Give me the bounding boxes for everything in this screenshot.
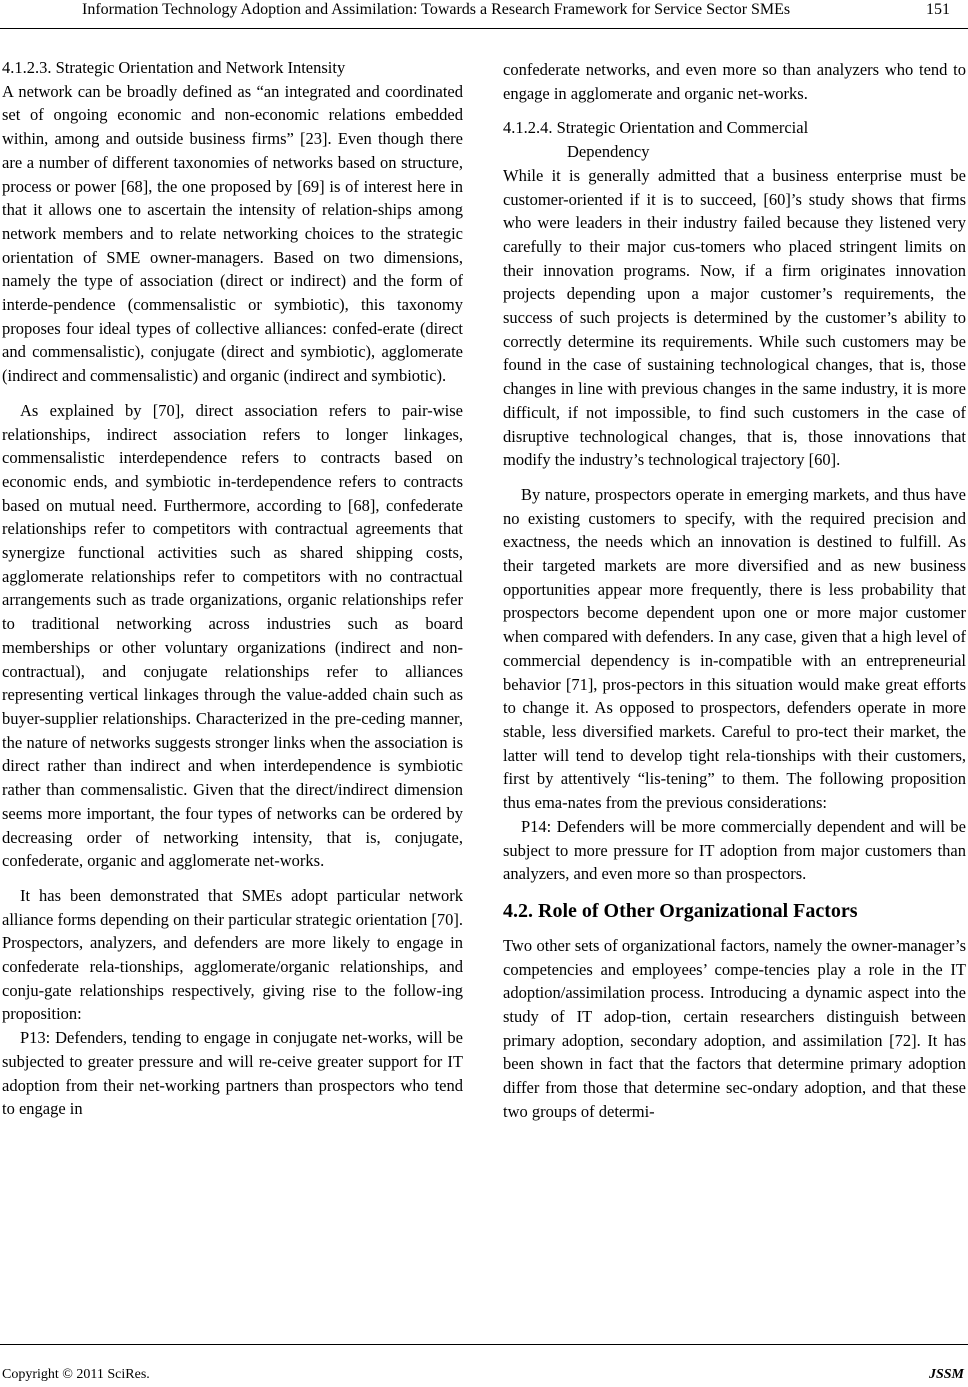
running-title: Information Technology Adoption and Assimilation: Towards a Research Framework for Service Sector SMEs <box>82 1 791 18</box>
right-column <box>503 58 966 1124</box>
paragraph: Two other sets of organizational factors, namely the owner-manager’s competencies and employees’ compe-tencies play a role in the IT adoption/assimilation process. Introducing a dynamic aspect into the study of IT adop-tion, certain researchers distinguish between primary adoption, secondary adoption, and assimilation [72]. It has been shown in fact that the factors that determine primary adoption differ from those that determine sec-ondary adoption, and that these two groups of determi- <box>503 935 966 1121</box>
page-footer <box>0 1344 968 1387</box>
subsection-heading: 4.1.2.3. Strategic Orientation and Network Intensity <box>2 58 346 77</box>
journal-abbreviation: JSSM <box>928 1367 964 1382</box>
left-column <box>2 56 463 1121</box>
proposition-p14: P14: Defenders will be more commercially dependent and will be subject to more pressure for IT adoption from major customers than analyzers, and even more so than prospectors. <box>503 816 966 884</box>
subsection-heading-line2: Dependency <box>567 142 650 162</box>
copyright-notice: Copyright © 2011 SciRes. <box>2 1367 150 1382</box>
paragraph: A network can be broadly defined as “an integrated and coordinated set of ongoing economic and non-economic relations embedded within, among and outside business firms” [23]. Even though there are a number of different taxonomies of networks based on structure, process or power [68], the one proposed by [69] is of interest here in that it allows one to ascertain the intensity of relation-ships among network members and to relate networking choices to the strategic orientation of SME owner-managers. Based on two dimensions, namely the type of association (direct or indirect) and the form of interde-pendence (commensalistic or symbiotic), this taxonomy proposes four ideal types of collective alliances: confed-erate (direct and commensalistic), conjugate (direct and symbiotic), agglomerate (indirect and commensalistic) and organic (indirect and symbiotic). <box>2 81 463 386</box>
subsection-heading <box>503 116 966 163</box>
paragraph: It has been demonstrated that SMEs adopt particular network alliance forms depending on their particular strategic orientation [70]. Prospectors, analyzers, and defenders are more likely to engage in confederate rela-tionships, agglomerate/organic relationships, and conju-gate relationships respectively, giving rise to the follow-ing proposition: <box>2 885 463 1024</box>
subsection-heading-line1: 4.1.2.4. Strategic Orientation and Commercial <box>503 118 809 138</box>
proposition-p13: P13: Defenders, tending to engage in conjugate net-works, will be subjected to greater pressure and will re-ceive greater support for IT adoption from their net-working partners than prospectors who tend to engage in <box>2 1028 463 1119</box>
section-heading: 4.2. Role of Other Organizational Factors <box>503 899 858 922</box>
paragraph: While it is generally admitted that a business enterprise must be customer-oriented if it is to succeed, [60]’s study shows that firms who were leaders in their industry failed because they listened very carefully to their major cus-tomers who placed stringent limits on their innovation programs. Now, if a firm originates innovation projects depending upon a major customer’s requirements, the success of such projects is determined by the customer’s ability to correctly determine its requirements. While such customers may be found in the case of sustaining technological changes, that is, those changes in line with previous changes in the same industry, it is more difficult, if not impossible, to find such customers in the case of disruptive technological changes, that is, those innovations that modify the industry’s technological trajectory [60]. <box>503 165 966 470</box>
paragraph-continuation: confederate networks, and even more so than analyzers who tend to engage in agglomerate and organic net-works. <box>503 60 966 103</box>
paragraph: By nature, prospectors operate in emerging markets, and thus have no existing customers to specify, with the required precision and exactness, the needs which an innovation is destined to fulfill. As their targeted markets are more diversified and as new business opportunities appear more frequently, there is less probability that prospectors become dependent upon one or more major customer when compared with defenders. In any case, given that a high level of commercial dependency is in-compatible with an entrepreneurial behavior [71], pros-pectors in this situation would make great efforts to change it. As opposed to prospectors, defenders operate in more stable, less diversified markets. Careful to pro-tect their market, the latter will tend to develop tight rela-tionships with their customers, first by attentively “lis-tening” to them. The following proposition thus ema-nates from the previous considerations: <box>503 484 966 813</box>
paragraph: As explained by [70], direct association refers to pair-wise relationships, indirect association refers to longer linkages, commensalistic interdependence refers to contracts based on economic ends, and symbiotic in-terdependence refers to contracts based on mutual need. Furthermore, according to [68], confederate relationships refer to competitors with contractual agreements that synergize functional activities such as shared shipping costs, agglomerate relationships refer to competitors with no contractual arrangements such as trade organizations, organic relationships refer to traditional networking across industries such as board memberships or other voluntary organizations (indirect and non-contractual), and conjugate relationships refer to alliances representing vertical linkages through the value-added chain such as buyer-supplier relationships. Characterized in the pre-ceding manner, the nature of networks suggests stronger links when the association is direct rather than indirect and when interdependence is symbiotic rather than commensalistic. Given that the direct/indirect dimension seems more important, the four types of networks can be ordered by decreasing order of networking intensity, that is, conjugate, confederate, organic and agglomerate net-works. <box>2 400 463 871</box>
page-number: 151 <box>926 1 950 18</box>
page-header <box>0 0 968 29</box>
